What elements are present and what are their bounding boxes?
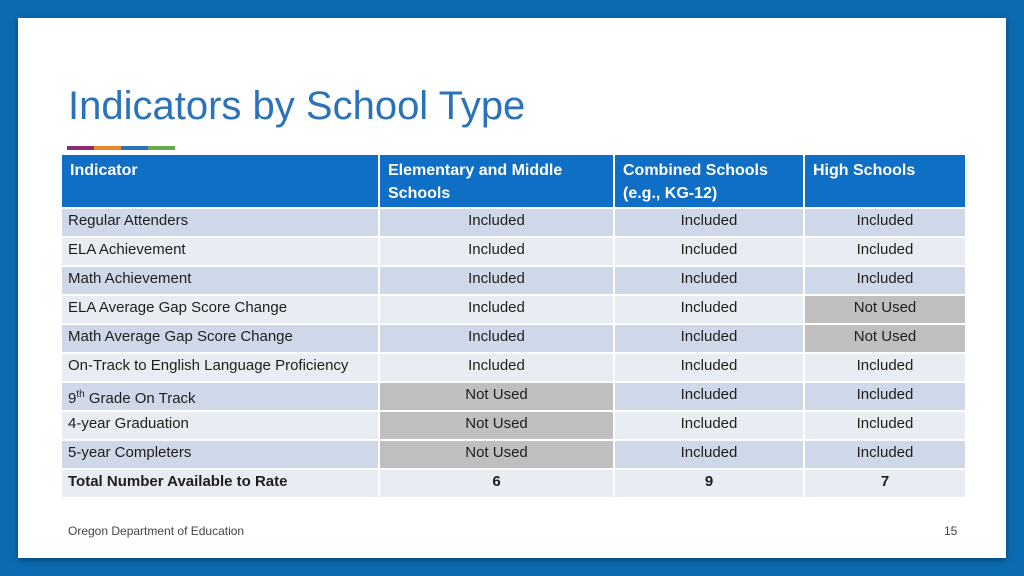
combined-cell: Included [615, 383, 803, 410]
em-cell: Included [380, 354, 613, 381]
header-indicator: Indicator [62, 155, 378, 207]
combined-cell: Included [615, 325, 803, 352]
high-cell: Included [805, 383, 965, 410]
combined-cell: Included [615, 354, 803, 381]
indicator-cell: Regular Attenders [62, 209, 378, 236]
em-cell: Included [380, 325, 613, 352]
indicator-cell [62, 383, 378, 410]
em-cell: Included [380, 296, 613, 323]
em-cell: Included [380, 209, 613, 236]
title-underline [67, 146, 175, 150]
high-cell: Included [805, 209, 965, 236]
high-cell: Included [805, 412, 965, 439]
table-row [62, 209, 965, 236]
rule-segment-2 [94, 146, 121, 150]
indicator-cell: 5-year Completers [62, 441, 378, 468]
em-cell: Not Used [380, 441, 613, 468]
indicator-prefix: 9 [68, 390, 77, 407]
high-cell: Included [805, 441, 965, 468]
table-row [62, 383, 965, 410]
em-cell: Included [380, 238, 613, 265]
table-row [62, 354, 965, 381]
rule-segment-3 [121, 146, 148, 150]
em-cell: Not Used [380, 383, 613, 410]
high-cell: Included [805, 238, 965, 265]
header-high: High Schools [805, 155, 965, 207]
high-cell: Included [805, 267, 965, 294]
high-cell: Not Used [805, 296, 965, 323]
total-em: 6 [380, 470, 613, 497]
footer-organization: Oregon Department of Education [68, 524, 245, 538]
header-combined: Combined Schools (e.g., KG-12) [615, 155, 803, 207]
indicator-cell: ELA Achievement [62, 238, 378, 265]
table-row [62, 441, 965, 468]
combined-cell: Included [615, 267, 803, 294]
total-row [62, 470, 965, 497]
total-high: 7 [805, 470, 965, 497]
indicator-cell: On-Track to English Language Proficiency [62, 354, 378, 381]
table-row [62, 412, 965, 439]
combined-cell: Included [615, 238, 803, 265]
indicator-cell: Math Achievement [62, 267, 378, 294]
rule-segment-4 [148, 146, 175, 150]
table-row [62, 267, 965, 294]
indicator-superscript: th [76, 389, 85, 400]
combined-cell: Included [615, 296, 803, 323]
combined-cell: Included [615, 209, 803, 236]
table-row [62, 296, 965, 323]
page-number: 15 [944, 524, 958, 538]
header-elementary-middle: Elementary and Middle Schools [380, 155, 613, 207]
indicators-table [60, 153, 967, 499]
total-combined: 9 [615, 470, 803, 497]
table-header-row [62, 155, 965, 207]
em-cell: Not Used [380, 412, 613, 439]
indicator-cell: 4-year Graduation [62, 412, 378, 439]
table-row [62, 325, 965, 352]
total-label: Total Number Available to Rate [62, 470, 378, 497]
table-row [62, 238, 965, 265]
combined-cell: Included [615, 412, 803, 439]
slide-title: Indicators by School Type [68, 84, 526, 128]
rule-segment-1 [67, 146, 94, 150]
combined-cell: Included [615, 441, 803, 468]
indicator-cell: ELA Average Gap Score Change [62, 296, 378, 323]
high-cell: Not Used [805, 325, 965, 352]
indicator-cell: Math Average Gap Score Change [62, 325, 378, 352]
high-cell: Included [805, 354, 965, 381]
em-cell: Included [380, 267, 613, 294]
indicator-text: Grade On Track [84, 390, 196, 407]
slide [18, 18, 1006, 558]
